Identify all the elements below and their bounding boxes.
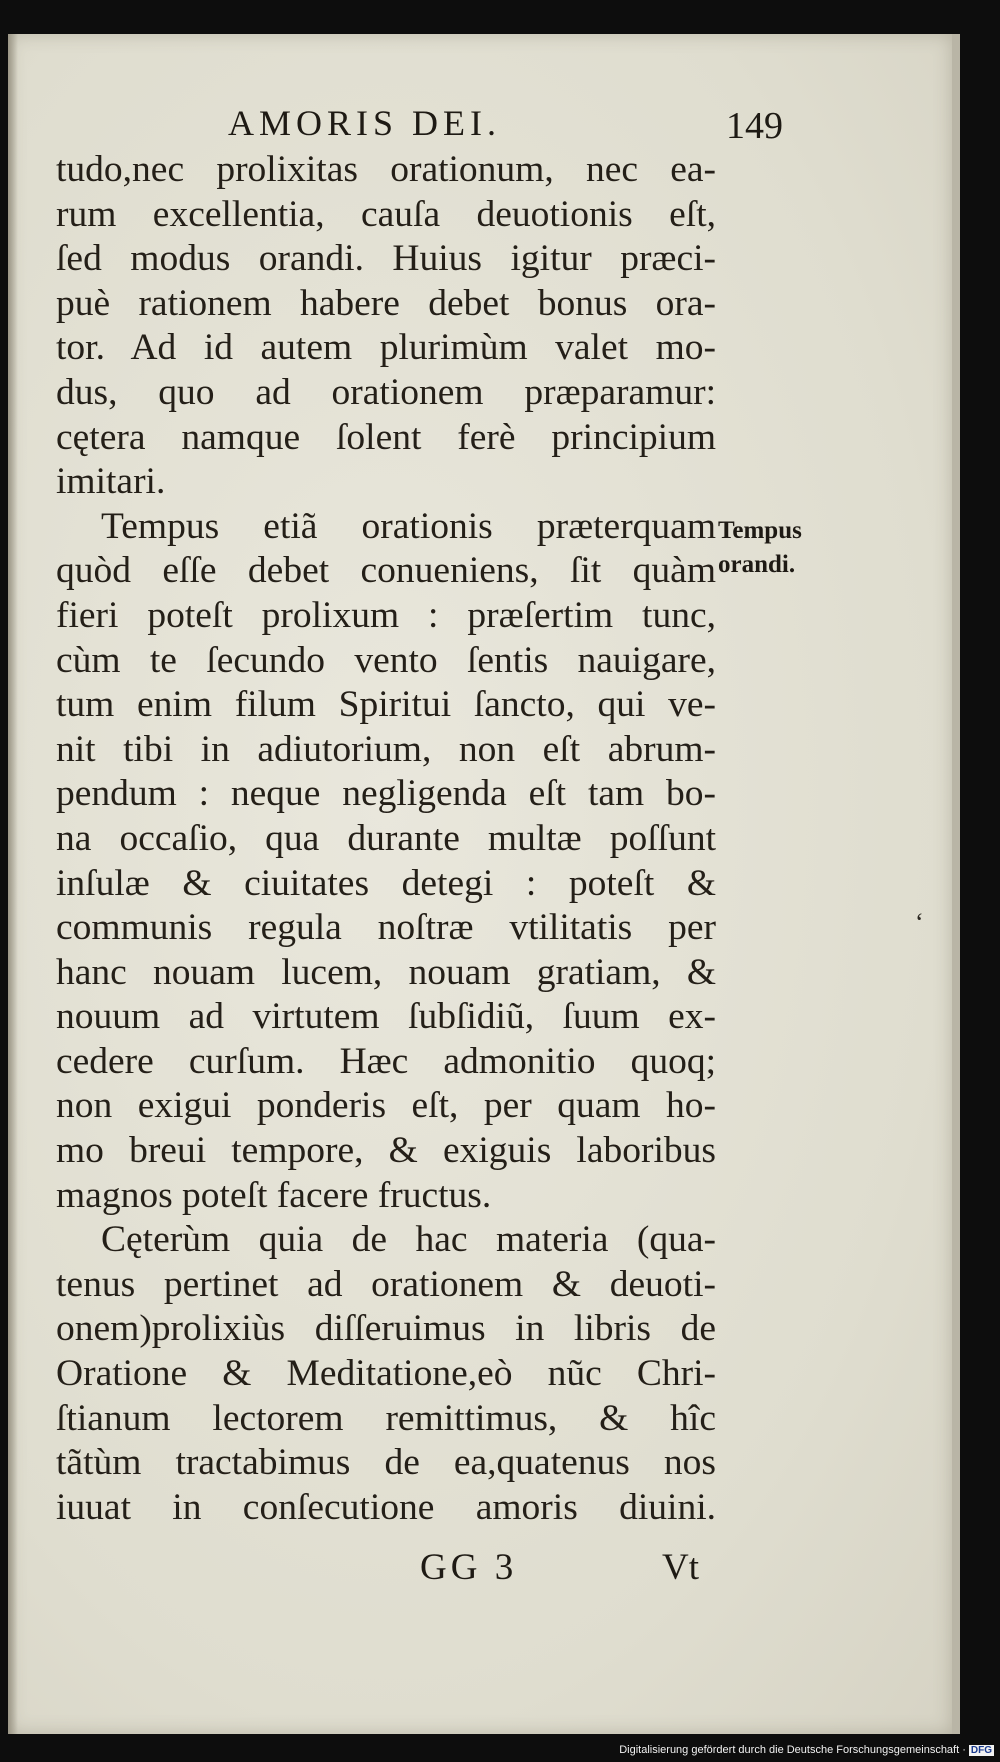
text-line: imitari.	[56, 461, 166, 503]
text-line: ſed modus orandi. Huius igitur præci-	[56, 238, 716, 280]
text-line: onem)prolixiùs diſſeruimus in libris de	[56, 1308, 716, 1350]
text-line: cętera namque ſolent ferè principium	[56, 416, 716, 458]
page-gutter-shadow	[8, 34, 18, 1734]
text-line: cedere curſum. Hæc admonitio quoq;	[56, 1040, 716, 1082]
text-line: nit tibi in adiutorium, non eſt abrum-	[56, 728, 716, 770]
catchword: Vt	[662, 1547, 699, 1588]
text-line: communis regula noſtræ vtilitatis per	[56, 907, 716, 949]
text-line: puè rationem habere debet bonus ora-	[56, 282, 716, 324]
text-line: nouum ad virtutem ſubſidiũ, ſuum ex-	[56, 996, 716, 1038]
text-line: mo breui tempore, & exiguis laboribus	[56, 1130, 716, 1172]
marginal-note	[718, 514, 802, 582]
page-number: 149	[726, 105, 783, 147]
dfg-logo: DFG	[970, 1745, 992, 1756]
text-line: pendum : neque negligenda eſt tam bo-	[56, 773, 716, 815]
text-line: tum enim filum Spiritui ſancto, qui ve-	[56, 684, 716, 726]
text-line: non exigui ponderis eſt, per quam ho-	[56, 1085, 716, 1127]
marginal-note-line: orandi.	[718, 551, 796, 578]
text-line: Oratione & Meditatione,eò nũc Chri-	[56, 1353, 716, 1395]
text-line: ſtianum lectorem remittimus, & hîc	[56, 1397, 716, 1439]
text-line: iuuat in conſecutione amoris diuini.	[56, 1486, 716, 1528]
text-line: rum excellentia, cauſa deuotionis eſt,	[56, 193, 716, 235]
text-line: fieri poteſt prolixum : præſertim tunc,	[56, 594, 716, 636]
text-line: tudo,nec prolixitas orationum, nec ea-	[56, 149, 716, 190]
text-line: Tempus etiã orationis præterquam	[101, 505, 716, 547]
text-line: Cęterùm quia de hac materia (qua-	[101, 1219, 716, 1261]
running-head: AMORIS DEI.	[228, 103, 502, 143]
text-line: dus, quo ad orationem præparamur:	[56, 371, 716, 413]
text-line: tãtùm tractabimus de ea,quatenus nos	[56, 1442, 716, 1484]
stray-ink-mark: ‘	[915, 908, 924, 937]
text-line: hanc nouam lucem, nouam gratiam, &	[56, 951, 716, 993]
text-line: magnos poteſt facere fructus.	[56, 1174, 492, 1216]
text-line: tor. Ad id autem plurimùm valet mo-	[56, 327, 716, 369]
body-text	[56, 148, 716, 1530]
credit-text: Digitalisierung gefördert durch die Deutsche Forschungsgemeinschaft ·	[619, 1744, 966, 1756]
text-line: inſulæ & ciuitates detegi : poteſt &	[56, 862, 716, 904]
signature-mark: GG 3	[420, 1547, 518, 1588]
text-line: tenus pertinet ad orationem & deuoti-	[56, 1263, 716, 1305]
marginal-note-line: Tempus	[718, 517, 802, 544]
text-line: cùm te ſecundo vento ſentis nauigare,	[56, 639, 716, 681]
digitization-credit	[619, 1744, 994, 1756]
text-line: na occaſio, qua durante multæ poſſunt	[56, 817, 716, 859]
page-edge	[952, 34, 960, 1734]
text-line: quòd eſſe debet conueniens, ſit quàm	[56, 550, 716, 592]
